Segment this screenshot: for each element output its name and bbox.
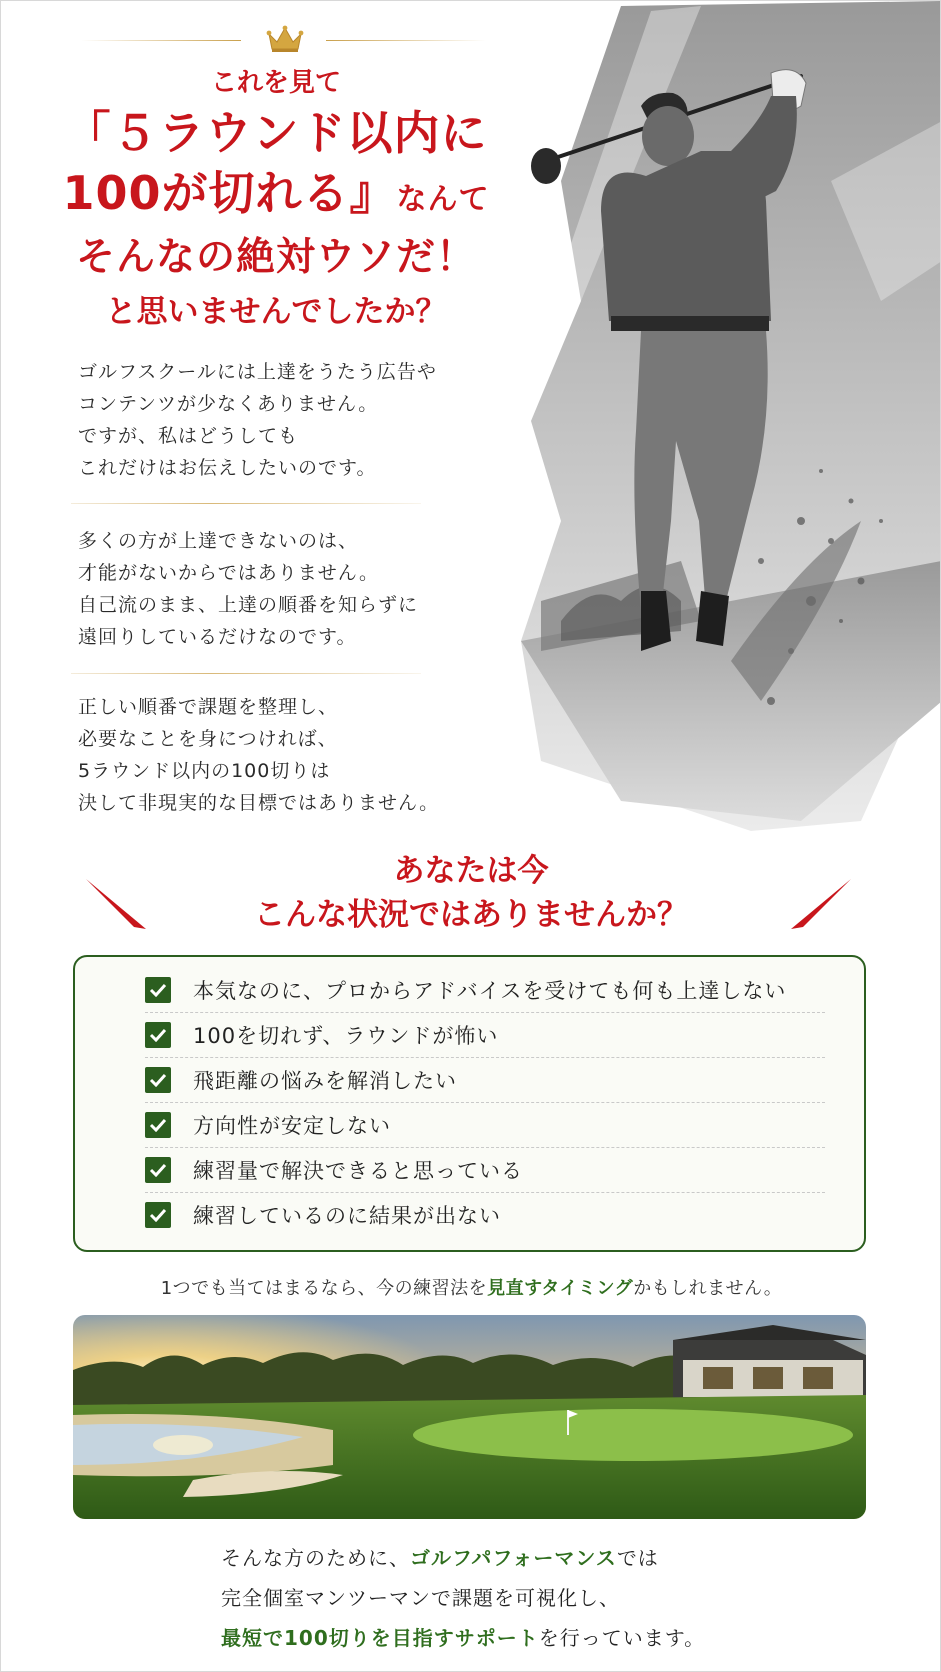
intro-text: ですが、私はどうしても bbox=[78, 425, 299, 447]
checklist-item bbox=[145, 1012, 825, 1058]
headline-line-1: これを見て bbox=[210, 68, 341, 98]
checklist-label: 飛距離の悩みを解消したい bbox=[193, 1068, 457, 1093]
checkmark-icon bbox=[145, 1112, 171, 1138]
headline-line-3-small: なんて bbox=[396, 182, 490, 217]
closing-text-part: そんな方のために、 bbox=[221, 1546, 410, 1570]
checkmark-icon bbox=[145, 1202, 171, 1228]
headline-line-2: 「５ラウンド以内に bbox=[64, 106, 488, 160]
checklist-label: 100を切れず、ラウンドが怖い bbox=[193, 1023, 499, 1048]
intro-text: 5ラウンド以内の100切りは bbox=[78, 760, 331, 782]
note-highlight: 見直すタイミング bbox=[487, 1278, 634, 1299]
intro-text: コンテンツが少なくありません。 bbox=[78, 393, 379, 415]
closing-line-2: 完全個室マンツーマンで課題を可視化し、 bbox=[221, 1586, 620, 1610]
checklist-note bbox=[1, 1274, 941, 1300]
closing-line-1 bbox=[221, 1538, 861, 1578]
intro-paragraph-2 bbox=[78, 525, 488, 653]
checklist-item bbox=[145, 1192, 825, 1237]
intro-text: 才能がないからではありません。 bbox=[78, 562, 379, 584]
situation-heading bbox=[201, 849, 741, 937]
headline-line-3-big: 100が切れる』 bbox=[62, 166, 397, 220]
crown-ornament bbox=[81, 23, 486, 53]
gold-rule-right bbox=[326, 40, 486, 41]
situation-heading-line-2: こんな状況ではありませんか？ bbox=[254, 897, 688, 933]
checkmark-icon bbox=[145, 1157, 171, 1183]
closing-text-part: を行っています。 bbox=[538, 1626, 706, 1650]
checklist-item bbox=[145, 967, 825, 1013]
checklist-panel bbox=[73, 955, 866, 1252]
checklist-label: 本気なのに、プロからアドバイスを受けても何も上達しない bbox=[193, 978, 787, 1003]
accent-slash-left bbox=[86, 879, 146, 929]
closing-text bbox=[221, 1538, 861, 1658]
checklist-item bbox=[145, 1102, 825, 1148]
intro-paragraph-3 bbox=[78, 691, 488, 819]
headline-line-3 bbox=[41, 163, 511, 230]
checkmark-icon bbox=[145, 1067, 171, 1093]
golfer-illustration bbox=[501, 1, 941, 841]
situation-heading-line-1: あなたは今 bbox=[393, 853, 549, 889]
gold-rule-left bbox=[81, 40, 241, 41]
closing-text-part: では bbox=[616, 1546, 659, 1570]
intro-text: 遠回りしているだけなのです。 bbox=[78, 626, 357, 648]
intro-text: 決して非現実的な目標ではありません。 bbox=[78, 792, 440, 814]
headline-line-5: と思いませんでしたか？ bbox=[105, 294, 447, 330]
headline-line-4: そんなの絶対ウソだ！ bbox=[75, 235, 476, 280]
accent-slash-right bbox=[791, 879, 851, 929]
divider bbox=[71, 673, 421, 674]
intro-paragraph-1 bbox=[78, 356, 488, 484]
main-headline bbox=[41, 63, 511, 338]
divider bbox=[71, 503, 421, 504]
brand-name: ゴルフパフォーマンス bbox=[410, 1546, 617, 1570]
golf-course-photo bbox=[73, 1315, 866, 1519]
checklist-label: 方向性が安定しない bbox=[193, 1113, 391, 1138]
checklist-label: 練習しているのに結果が出ない bbox=[193, 1203, 501, 1228]
crown-icon bbox=[266, 25, 304, 53]
checkmark-icon bbox=[145, 1022, 171, 1048]
checklist-item bbox=[145, 1057, 825, 1103]
intro-text: 多くの方が上達できないのは、 bbox=[78, 530, 359, 552]
closing-line-3 bbox=[221, 1618, 861, 1658]
intro-text: 必要なことを身につければ、 bbox=[78, 728, 338, 750]
intro-text: 正しい順番で課題を整理し、 bbox=[78, 696, 339, 718]
checklist-item bbox=[145, 1147, 825, 1193]
intro-text: これだけはお伝えしたいのです。 bbox=[78, 457, 377, 479]
support-highlight: 最短で100切りを目指すサポート bbox=[221, 1626, 539, 1650]
checklist-label: 練習量で解決できると思っている bbox=[193, 1158, 523, 1183]
checkmark-icon bbox=[145, 977, 171, 1003]
intro-text: 自己流のまま、上達の順番を知らずに bbox=[78, 594, 419, 616]
intro-text: ゴルフスクールには上達をうたう広告や bbox=[78, 361, 437, 383]
note-text: 1つでも当てはまるなら、今の練習法を bbox=[160, 1278, 488, 1299]
note-text: かもしれません。 bbox=[633, 1278, 783, 1299]
